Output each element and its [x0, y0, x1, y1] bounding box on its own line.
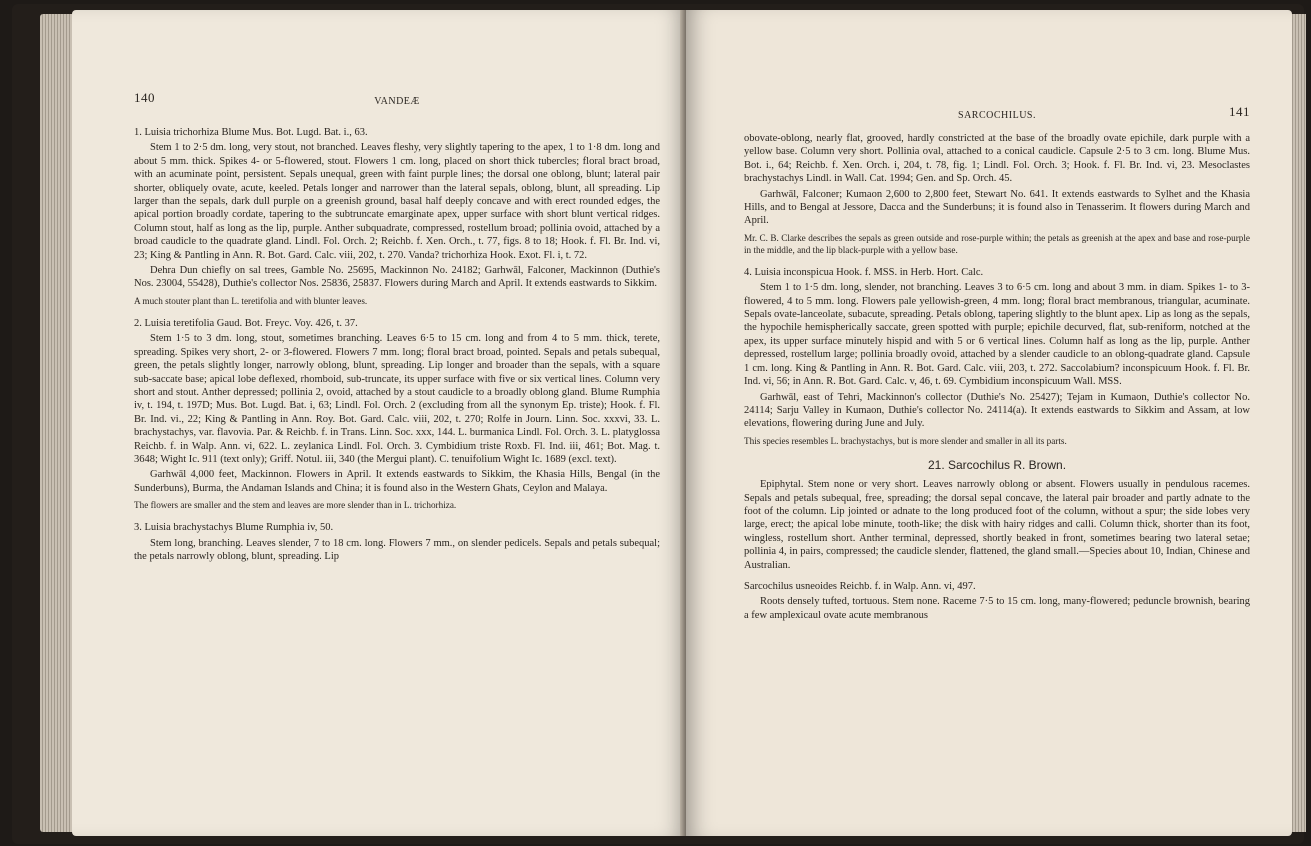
body-paragraph: Stem long, branching. Leaves slender, 7 to 18 cm. long. Flowers 7 mm., on slender pedicels. Sepals and petals subequal; the petals narrowly oblong, blunt, spreading. Lip: [134, 537, 660, 562]
page-edges-left: [40, 14, 74, 832]
page-edges-right: [1290, 14, 1306, 832]
body-paragraph: Garhwāl 4,000 feet, Mackinnon. Flowers in April. It extends eastwards to Sikkim, the Khasia Hills, Bengal (in the Sunderbuns), Burma, the Andaman Islands and China; it is found also in the Western Ghats, Ceylon and Malaya.: [134, 469, 660, 494]
left-page: [72, 10, 686, 836]
species-heading: Sarcochilus usneoides Reichb. f. in Walp. Ann. vi, 497.: [744, 580, 976, 592]
species-heading: 3. Luisia brachystachys Blume Rumphia iv, 50.: [134, 522, 334, 534]
body-paragraph: Garhwāl, Falconer; Kumaon 2,600 to 2,800 feet, Stewart No. 641. It extends eastwards to Sylhet and the Khasia Hills, and to Bengal at Jessore, Dacca and the Sunderbuns; it is found also in Tenasserim. It flowers during March and April.: [744, 188, 1250, 227]
note-paragraph: A much stouter plant than L. teretifolia and with blunter leaves.: [134, 295, 368, 306]
note-paragraph: This species resembles L. brachystachys, but is more slender and smaller in all its parts.: [744, 435, 1067, 446]
body-paragraph: obovate-oblong, nearly flat, grooved, hardly constricted at the base of the broadly ovate epichile, dark purple with a yellow base. Column very short. Pollinia oval, attached to a conical caudicle. Capsule 2·5 to 3 cm. long. Blume Mus. Bot. i., 64; Reichb. f. Xen. Orch. i, 204, t. 78, fig. 1; Lindl. Fol. Orch. 3; Hook. f. Fl. Br. Ind. vi, 23. Mesoclastes brachystachys Lindl. in Wall. Cat. 1994; Gen. and Sp. Orch. 45.: [744, 133, 1250, 185]
body-paragraph: Stem 1·5 to 3 dm. long, stout, sometimes branching. Leaves 6·5 to 15 cm. long and from 4 to 5 mm. thick, terete, spreading. Spikes very short, 2- or 3-flowered. Flowers 7 mm. long; floral bract broad, pointed. Sepals and petals subequal, green, the petals slightly longer, narrowly oblong, blunt, spreading. Lip longer and broader than the sepals, with a square sub-saccate base; apical lobe deflexed, rhomboid, sub-truncate, its upper surface with five or six vertical lines. Column very short and stout. Anther depressed; pollinia 2, ovoid, attached by a stout caudicle to a broadly oblong gland. Blume Rumphia iv, t. 194, t. 197D; Mus. Bot. Lugd. Bat. i, 63; Lindl. Fol. Orch. 2 (excluding from all the synonym Ep. triste); Hook. f. Fl. Br. Ind. vi., 22; King & Pantling in Ann. Roy. Bot. Gard. Calc. viii, 202, t. 270; Rolfe in Journ. Linn. Soc. xxxvi, 33. L. brachystachys, var. flavovia. Par. & Reichb. f. in Trans. Linn. Soc. xxx, 144. L. burmanica Lindl. Fol. Orch. 3. L. platyglossa Reichb. f. in Walp. Ann. vi, 622. L. zeylanica Lindl. Fol. Orch. 3. Cymbidium triste Roxb. Fl. Ind. iii, 461; Bot. Mag. t. 3648; Wight Ic. 911 (text only); Griff. Notul. iii, 340 (the Mergui plant). C. tenuifolium Wight Ic. 1689 (excl. text).: [134, 333, 660, 465]
species-heading: 2. Luisia teretifolia Gaud. Bot. Freyc. Voy. 426, t. 37.: [134, 317, 358, 329]
note-paragraph: Mr. C. B. Clarke describes the sepals as green outside and rose-purple within; the petals as greenish at the apex and base and rose-purple in the middle, and the lip black-purple with a yellow base.: [744, 232, 1250, 255]
note-paragraph: The flowers are smaller and the stem and leaves are more slender than in L. trichorhiza.: [134, 500, 457, 511]
right-page-header: [744, 104, 1250, 132]
species-heading: 1. Luisia trichorhiza Blume Mus. Bot. Lugd. Bat. i., 63.: [134, 127, 368, 138]
page-number: 140: [134, 90, 155, 105]
right-page-body: [744, 132, 1250, 622]
genus-heading: 21. Sarcochilus R. Brown.: [927, 457, 1067, 472]
running-head: SARCOCHILUS.: [958, 110, 1036, 121]
body-paragraph: Dehra Dun chiefly on sal trees, Gamble No. 25695, Mackinnon No. 24182; Garhwāl, Falconer, Mackinnon (Duthie's Nos. 23004, 55428), Duthie's collector Nos. 25836, 25837. Flowers during March and April. It extends eastwards to Sikkim.: [134, 265, 660, 290]
right-page: [686, 10, 1292, 836]
running-head: VANDEÆ: [374, 96, 420, 107]
body-paragraph: Stem 1 to 1·5 dm. long, slender, not branching. Leaves 3 to 6·5 cm. long and about 3 mm. in diam. Spikes 1- to 3-flowered, 4 to 5 mm. long. Flowers pale yellowish-green, 4 mm. long; floral bract membranous, triangular, acuminate. Sepals ovate-lanceolate, subacute, spreading. Petals oblong, tapering slightly to the blunt apex. Lip as long as the sepals, the hypochile hemispherically saccate, green spotted with purple; epichile decurved, flat, sub-reniform, notched at the apex, its upper surface minutely hispid and with 5 or 6 vertical lines. Column half as long as the lip, purple. Anther depressed, rostellum large; pollinia broadly ovoid, attached by a slender caudicle to an oblong-quadrate gland. Capsule 1 cm. long. King & Pantling in Ann. R. Bot. Gard. Calc. viii, 203, t. 272. Saccolabium? inconspicuum Hook. f. Fl. Br. Ind. vi, 56; in Ann. R. Bot. Gard. Calc. v, 46, t. 69. Cymbidium inconspicuum Wall. MSS.: [744, 282, 1250, 388]
page-number: 141: [1229, 104, 1250, 119]
species-heading: 4. Luisia inconspicua Hook. f. MSS. in Herb. Hort. Calc.: [744, 266, 984, 278]
body-paragraph: Stem 1 to 2·5 dm. long, very stout, not branched. Leaves fleshy, very slightly tapering to the apex, 1 to 1·8 dm. long and about 5 mm. thick. Spikes 4- or 5-flowered, stout. Flowers 1 cm. long, placed on short thick tubercles; floral bract broad, with an acuminate point, persistent. Sepals unequal, green with faint purple lines; the dorsal one oblong, blunt; lateral pair shorter, obliquely ovate, acute, keeled. Petals longer and narrower than the lateral sepals, oblong, blunt, all spreading. Lip larger than the sepals, dark dull purple on a greenish ground, basal half deeply concave and with erect rounded edges, the apical portion broadly cordate, tapering to the subtruncate emarginate apex, upper surface with short blunt vertical ridges. Column stout, half as long as the lip, purple. Anther subquadrate, compressed, rostellum broad; pollinia ovoid, attached by a broad caudicle to the quadrate gland. Lindl. Fol. Orch. 2; Reichb. f. Xen. Orch., t. 77, figs. 8 to 18; Hook. f. Fl. Br. Ind. vi, 23; King & Pantling in Ann. R. Bot. Gard. Calc. viii, 202, t. 270. Vanda? trichorhiza Hook. Exot. Fl. i, t. 72.: [134, 142, 660, 261]
body-paragraph: Garhwāl, east of Tehri, Mackinnon's collector (Duthie's No. 25427); Tejam in Kumaon, Duthie's collector No. 24114; Sarju Valley in Kumaon, Duthie's collector No. 24114(a). It extends eastwards to Sikkim and Assam, at low elevations, flowering during June and July.: [744, 391, 1250, 430]
body-paragraph: Epiphytal. Stem none or very short. Leaves narrowly oblong or absent. Flowers usually in pendulous racemes. Sepals and petals subequal, free, spreading; the dorsal sepal concave, the lateral pair broader and partly adnate to the foot of the column. Lip jointed or adnate to the long produced foot of the column, without a spur; the side lobes very large, erect; the apical lobe minute, tooth-like; the disk with hairy ridges and calli. Column thick, shorter than its foot, wingless, rostellum short. Anther terminal, depressed, shortly beaked in front, sometimes bearing two lateral setae; pollinia 4, in pairs, compressed; the caudicle slender, flattened, the gland small.—Species about 10, Indian, Chinese and Australian.: [744, 479, 1250, 571]
left-page-body: [134, 126, 660, 563]
left-page-header: [134, 90, 660, 118]
body-paragraph: Roots densely tufted, tortuous. Stem none. Raceme 7·5 to 15 cm. long, many-flowered; peduncle brownish, bearing a few amplexicaul ovate acute membranous: [744, 596, 1250, 621]
